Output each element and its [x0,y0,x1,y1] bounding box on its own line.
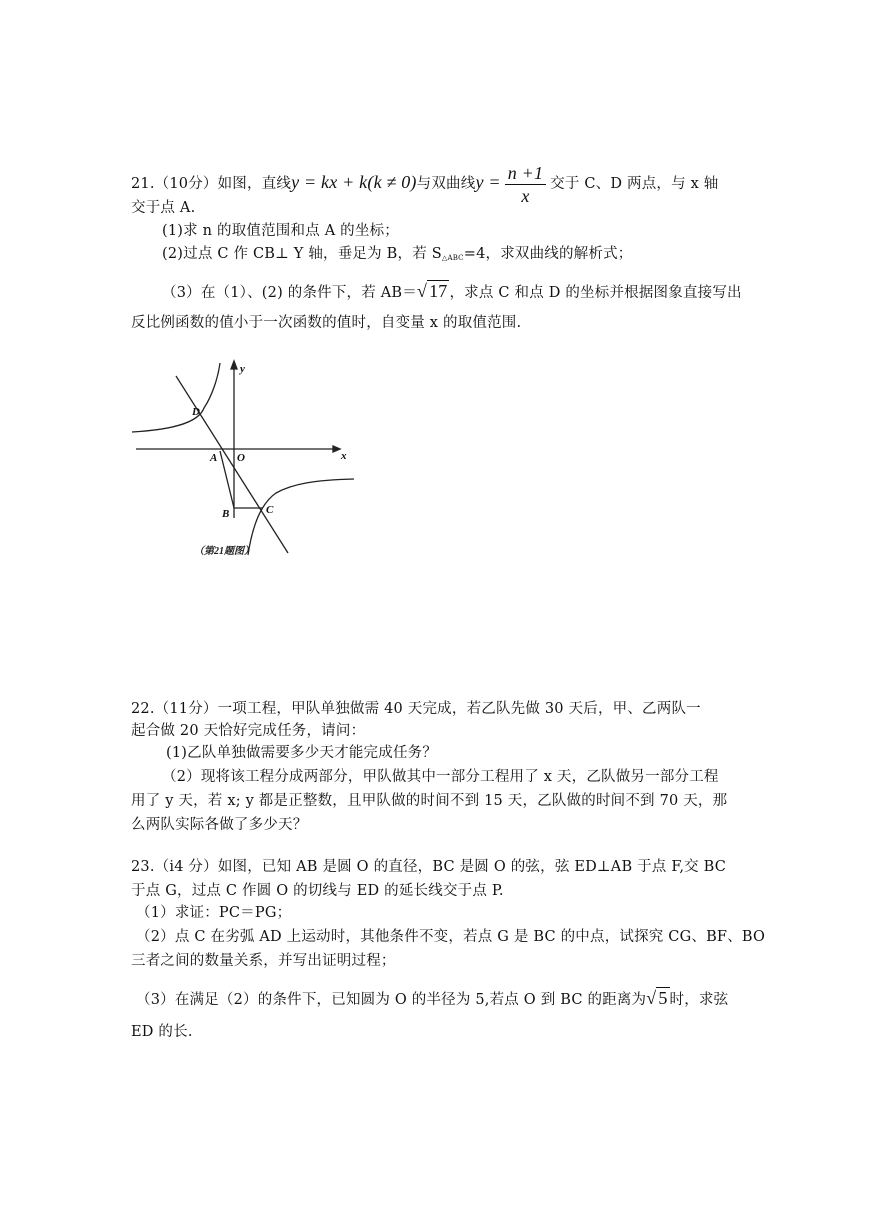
q21-part-3-continued: 反比例函数的值小于一次函数的值时，自变量 x 的取值范围. [131,315,522,331]
q21-hyperbola-lhs: y = [475,172,501,192]
q23-part-3-a: （3）在满足（2）的条件下，已知圆为 O 的半径为 5,若点 O 到 BC 的距离为 [136,992,647,1008]
q21-part-2-a: (2)过点 C 作 CB⊥ Y 轴，垂足为 B，若 S [162,246,442,262]
q21-hyperbola-numerator: n +1 [505,162,546,185]
q23-part-3 [136,985,728,1011]
q21-part-1: (1)求 n 的取值范围和点 A 的坐标； [162,223,399,239]
label-d: D [192,406,200,418]
line-ykx [176,376,288,553]
q23-line-1: 23.（i4 分）如图，已知 AB 是圆 O 的直径，BC 是圆 O 的弦，弦 ED⊥AB 于点 F,交 BC [131,859,727,875]
q21-part-2-b: =4，求双曲线的解析式； [463,246,633,262]
q21-part-3-b: ，求点 C 和点 D 的坐标并根据图象直接写出 [449,285,742,301]
label-c: C [266,504,274,516]
label-a: A [210,452,218,464]
segment-ab [220,451,234,508]
q23-line-7: ED 的长. [131,1024,193,1040]
q23-part-2: （2）点 C 在劣弧 AD 上运动时，其他条件不变，若点 G 是 BC 的中点，试探究 CG、BF、BO [136,929,766,945]
q21-intro-c: 交于 C、D 两点，与 x 轴 [550,176,719,192]
q22-line-2: 起合做 20 天恰好完成任务，请问： [131,723,366,739]
q21-hyperbola-denominator: x [521,185,530,206]
q22-line-1: 22.（11分）一项工程，甲队单独做需 40 天完成，若乙队先做 30 天后，甲、乙两队一 [131,701,701,717]
hyperbola-lower-right [248,479,354,555]
q21-sqrt-radicand: 17 [429,281,448,301]
q21-line-2: 交于点 A. [131,200,196,216]
q23-part-3-b: 时，求弦 [669,992,729,1008]
q21-line-equation: y = kx + k(k ≠ 0) [291,172,417,192]
q23-sqrt: √ 5 [646,988,668,1008]
q21-line-1 [131,160,719,204]
label-y: y [240,363,245,375]
q21-intro-a: 21.（10分）如图，直线 [131,176,292,192]
q23-part-1: （1）求证：PC＝PG； [136,905,292,921]
label-b: B [222,508,230,520]
q23-line-5: 三者之间的数量关系，并写出证明过程； [131,953,396,969]
y-axis-arrow [231,361,237,369]
q21-part-3 [162,278,742,304]
q21-intro-b: 与双曲线 [416,176,476,192]
hyperbola-upper-left [132,363,220,432]
q21-area-subscript: △ABC [441,254,464,262]
q22-part-1: (1)乙队单独做需要多少天才能完成任务？ [166,745,438,761]
q23-sqrt-radicand: 5 [658,988,668,1008]
q22-line-6: 么两队实际各做了多少天？ [131,817,308,833]
q21-hyperbola-fraction [505,162,546,207]
q21-figure [128,358,368,568]
label-x: x [341,450,347,462]
label-o: O [237,452,245,464]
figure-caption: （第21题图） [194,546,254,557]
q23-line-2: 于点 G，过点 C 作圆 O 的切线与 ED 的延长线交于点 P. [131,883,504,899]
x-axis-arrow [333,446,340,452]
q21-part-2 [162,244,633,268]
q21-sqrt: √ 17 [416,281,448,301]
q21-part-3-a: （3）在（1）、(2) 的条件下，若 AB＝ [162,285,417,301]
q22-part-2: （2）现将该工程分成两部分，甲队做其中一部分工程用了 x 天，乙队做另一部分工程 [162,769,719,785]
q22-line-5: 用了 y 天，若 x; y 都是正整数，且甲队做的时间不到 15 天，乙队做的时间不到 70 天，那 [131,793,728,809]
